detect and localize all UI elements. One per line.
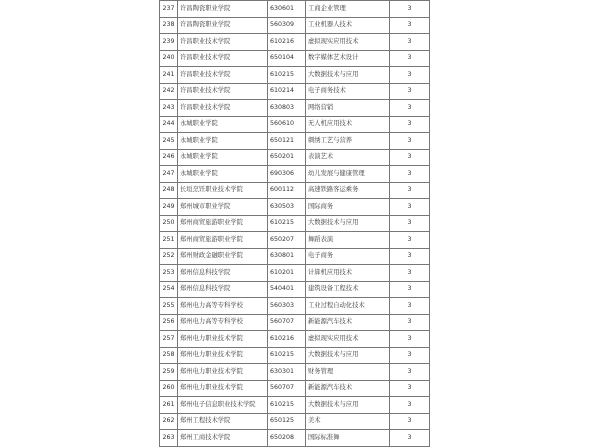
row-number-cell: 238 xyxy=(160,17,178,34)
major-name-cell: 数字媒体艺术设计 xyxy=(306,50,390,67)
major-code-cell: 560707 xyxy=(268,314,306,331)
study-years-cell: 3 xyxy=(390,298,430,315)
table-row xyxy=(160,199,430,216)
major-code-cell: 560610 xyxy=(268,116,306,133)
major-list-table xyxy=(159,0,430,447)
study-years-cell: 3 xyxy=(390,248,430,265)
study-years-cell: 3 xyxy=(390,314,430,331)
school-name-cell: 永城职业学院 xyxy=(178,166,268,183)
table-row xyxy=(160,331,430,348)
school-name-cell: 许昌职业技术学院 xyxy=(178,100,268,117)
major-name-cell: 建筑设备工程技术 xyxy=(306,281,390,298)
school-name-cell: 郑州电力职业技术学院 xyxy=(178,347,268,364)
major-name-cell: 大数据技术与应用 xyxy=(306,397,390,414)
table-row xyxy=(160,116,430,133)
major-list-sheet xyxy=(159,0,429,447)
row-number-cell: 257 xyxy=(160,331,178,348)
major-code-cell: 630301 xyxy=(268,364,306,381)
major-name-cell: 大数据技术与应用 xyxy=(306,215,390,232)
major-name-cell: 财务管理 xyxy=(306,364,390,381)
major-code-cell: 600112 xyxy=(268,182,306,199)
table-row xyxy=(160,34,430,51)
study-years-cell: 3 xyxy=(390,182,430,199)
major-code-cell: 650201 xyxy=(268,149,306,166)
study-years-cell: 3 xyxy=(390,83,430,100)
study-years-cell: 3 xyxy=(390,430,430,447)
study-years-cell: 3 xyxy=(390,364,430,381)
table-row xyxy=(160,50,430,67)
row-number-cell: 240 xyxy=(160,50,178,67)
school-name-cell: 永城职业学院 xyxy=(178,116,268,133)
major-code-cell: 650207 xyxy=(268,232,306,249)
table-row xyxy=(160,413,430,430)
study-years-cell: 3 xyxy=(390,100,430,117)
major-name-cell: 美术 xyxy=(306,413,390,430)
table-body xyxy=(160,1,430,447)
study-years-cell: 3 xyxy=(390,17,430,34)
table-row xyxy=(160,430,430,447)
study-years-cell: 3 xyxy=(390,199,430,216)
school-name-cell: 郑州电力职业技术学院 xyxy=(178,380,268,397)
table-row xyxy=(160,83,430,100)
major-name-cell: 电子商务 xyxy=(306,248,390,265)
row-number-cell: 260 xyxy=(160,380,178,397)
table-row xyxy=(160,298,430,315)
study-years-cell: 3 xyxy=(390,166,430,183)
major-code-cell: 560303 xyxy=(268,298,306,315)
major-name-cell: 新能源汽车技术 xyxy=(306,314,390,331)
row-number-cell: 251 xyxy=(160,232,178,249)
major-name-cell: 新能源汽车技术 xyxy=(306,380,390,397)
row-number-cell: 254 xyxy=(160,281,178,298)
school-name-cell: 郑州财政金融职业学院 xyxy=(178,248,268,265)
major-code-cell: 560707 xyxy=(268,380,306,397)
row-number-cell: 246 xyxy=(160,149,178,166)
major-code-cell: 630601 xyxy=(268,1,306,18)
major-code-cell: 630803 xyxy=(268,100,306,117)
school-name-cell: 永城职业学院 xyxy=(178,133,268,150)
table-row xyxy=(160,133,430,150)
table-row xyxy=(160,248,430,265)
major-name-cell: 幼儿发展与健康管理 xyxy=(306,166,390,183)
major-code-cell: 650208 xyxy=(268,430,306,447)
row-number-cell: 241 xyxy=(160,67,178,84)
major-code-cell: 610216 xyxy=(268,331,306,348)
major-code-cell: 610215 xyxy=(268,215,306,232)
school-name-cell: 郑州工商技术学院 xyxy=(178,430,268,447)
table-row xyxy=(160,314,430,331)
row-number-cell: 239 xyxy=(160,34,178,51)
study-years-cell: 3 xyxy=(390,397,430,414)
school-name-cell: 郑州商贸旅游职业学院 xyxy=(178,232,268,249)
major-name-cell: 表演艺术 xyxy=(306,149,390,166)
major-code-cell: 610201 xyxy=(268,265,306,282)
study-years-cell: 3 xyxy=(390,347,430,364)
row-number-cell: 252 xyxy=(160,248,178,265)
table-row xyxy=(160,100,430,117)
major-code-cell: 610215 xyxy=(268,347,306,364)
study-years-cell: 3 xyxy=(390,50,430,67)
table-row xyxy=(160,265,430,282)
table-row xyxy=(160,67,430,84)
study-years-cell: 3 xyxy=(390,34,430,51)
major-name-cell: 电子商务技术 xyxy=(306,83,390,100)
school-name-cell: 许昌职业技术学院 xyxy=(178,50,268,67)
major-code-cell: 610215 xyxy=(268,397,306,414)
major-name-cell: 网络营销 xyxy=(306,100,390,117)
major-code-cell: 630801 xyxy=(268,248,306,265)
table-row xyxy=(160,364,430,381)
major-name-cell: 国际标准舞 xyxy=(306,430,390,447)
table-row xyxy=(160,281,430,298)
major-code-cell: 560309 xyxy=(268,17,306,34)
school-name-cell: 郑州电力高等专科学校 xyxy=(178,314,268,331)
major-code-cell: 610216 xyxy=(268,34,306,51)
school-name-cell: 郑州信息科技学院 xyxy=(178,265,268,282)
major-name-cell: 国际商务 xyxy=(306,199,390,216)
row-number-cell: 247 xyxy=(160,166,178,183)
row-number-cell: 245 xyxy=(160,133,178,150)
table-row xyxy=(160,149,430,166)
row-number-cell: 249 xyxy=(160,199,178,216)
major-code-cell: 650125 xyxy=(268,413,306,430)
table-row xyxy=(160,397,430,414)
school-name-cell: 郑州商贸旅游职业学院 xyxy=(178,215,268,232)
study-years-cell: 3 xyxy=(390,281,430,298)
study-years-cell: 3 xyxy=(390,331,430,348)
major-name-cell: 无人机应用技术 xyxy=(306,116,390,133)
major-name-cell: 大数据技术与应用 xyxy=(306,67,390,84)
table-row xyxy=(160,17,430,34)
major-name-cell: 大数据技术与应用 xyxy=(306,347,390,364)
major-name-cell: 舞蹈表演 xyxy=(306,232,390,249)
table-row xyxy=(160,347,430,364)
major-name-cell: 虚拟现实应用技术 xyxy=(306,331,390,348)
school-name-cell: 郑州工程技术学院 xyxy=(178,413,268,430)
row-number-cell: 262 xyxy=(160,413,178,430)
table-row xyxy=(160,182,430,199)
study-years-cell: 3 xyxy=(390,149,430,166)
row-number-cell: 263 xyxy=(160,430,178,447)
school-name-cell: 郑州电力职业技术学院 xyxy=(178,364,268,381)
major-code-cell: 610214 xyxy=(268,83,306,100)
study-years-cell: 3 xyxy=(390,380,430,397)
school-name-cell: 长垣烹饪职业技术学院 xyxy=(178,182,268,199)
row-number-cell: 243 xyxy=(160,100,178,117)
school-name-cell: 许昌职业技术学院 xyxy=(178,67,268,84)
school-name-cell: 永城职业学院 xyxy=(178,149,268,166)
study-years-cell: 3 xyxy=(390,413,430,430)
study-years-cell: 3 xyxy=(390,116,430,133)
table-row xyxy=(160,166,430,183)
school-name-cell: 郑州信息科技学院 xyxy=(178,281,268,298)
major-code-cell: 650121 xyxy=(268,133,306,150)
school-name-cell: 郑州电力高等专科学校 xyxy=(178,298,268,315)
row-number-cell: 256 xyxy=(160,314,178,331)
school-name-cell: 许昌陶瓷职业学院 xyxy=(178,1,268,18)
major-code-cell: 540401 xyxy=(268,281,306,298)
school-name-cell: 许昌陶瓷职业学院 xyxy=(178,17,268,34)
study-years-cell: 3 xyxy=(390,133,430,150)
study-years-cell: 3 xyxy=(390,215,430,232)
table-row xyxy=(160,232,430,249)
major-name-cell: 工业过程自动化技术 xyxy=(306,298,390,315)
study-years-cell: 3 xyxy=(390,1,430,18)
major-name-cell: 计算机应用技术 xyxy=(306,265,390,282)
row-number-cell: 248 xyxy=(160,182,178,199)
row-number-cell: 237 xyxy=(160,1,178,18)
row-number-cell: 255 xyxy=(160,298,178,315)
major-code-cell: 650104 xyxy=(268,50,306,67)
row-number-cell: 259 xyxy=(160,364,178,381)
major-name-cell: 虚拟现实应用技术 xyxy=(306,34,390,51)
row-number-cell: 244 xyxy=(160,116,178,133)
major-name-cell: 刺绣工艺与营养 xyxy=(306,133,390,150)
major-name-cell: 高速铁路客运乘务 xyxy=(306,182,390,199)
study-years-cell: 3 xyxy=(390,265,430,282)
row-number-cell: 250 xyxy=(160,215,178,232)
study-years-cell: 3 xyxy=(390,67,430,84)
row-number-cell: 242 xyxy=(160,83,178,100)
major-name-cell: 工商企业管理 xyxy=(306,1,390,18)
school-name-cell: 许昌职业技术学院 xyxy=(178,83,268,100)
table-row xyxy=(160,215,430,232)
school-name-cell: 许昌职业技术学院 xyxy=(178,34,268,51)
major-code-cell: 610215 xyxy=(268,67,306,84)
major-code-cell: 690306 xyxy=(268,166,306,183)
row-number-cell: 253 xyxy=(160,265,178,282)
table-row xyxy=(160,1,430,18)
major-name-cell: 工业机器人技术 xyxy=(306,17,390,34)
school-name-cell: 郑州城市职业学院 xyxy=(178,199,268,216)
school-name-cell: 郑州电子信息职业技术学院 xyxy=(178,397,268,414)
study-years-cell: 3 xyxy=(390,232,430,249)
row-number-cell: 258 xyxy=(160,347,178,364)
table-row xyxy=(160,380,430,397)
row-number-cell: 261 xyxy=(160,397,178,414)
major-code-cell: 630503 xyxy=(268,199,306,216)
school-name-cell: 郑州电力职业技术学院 xyxy=(178,331,268,348)
